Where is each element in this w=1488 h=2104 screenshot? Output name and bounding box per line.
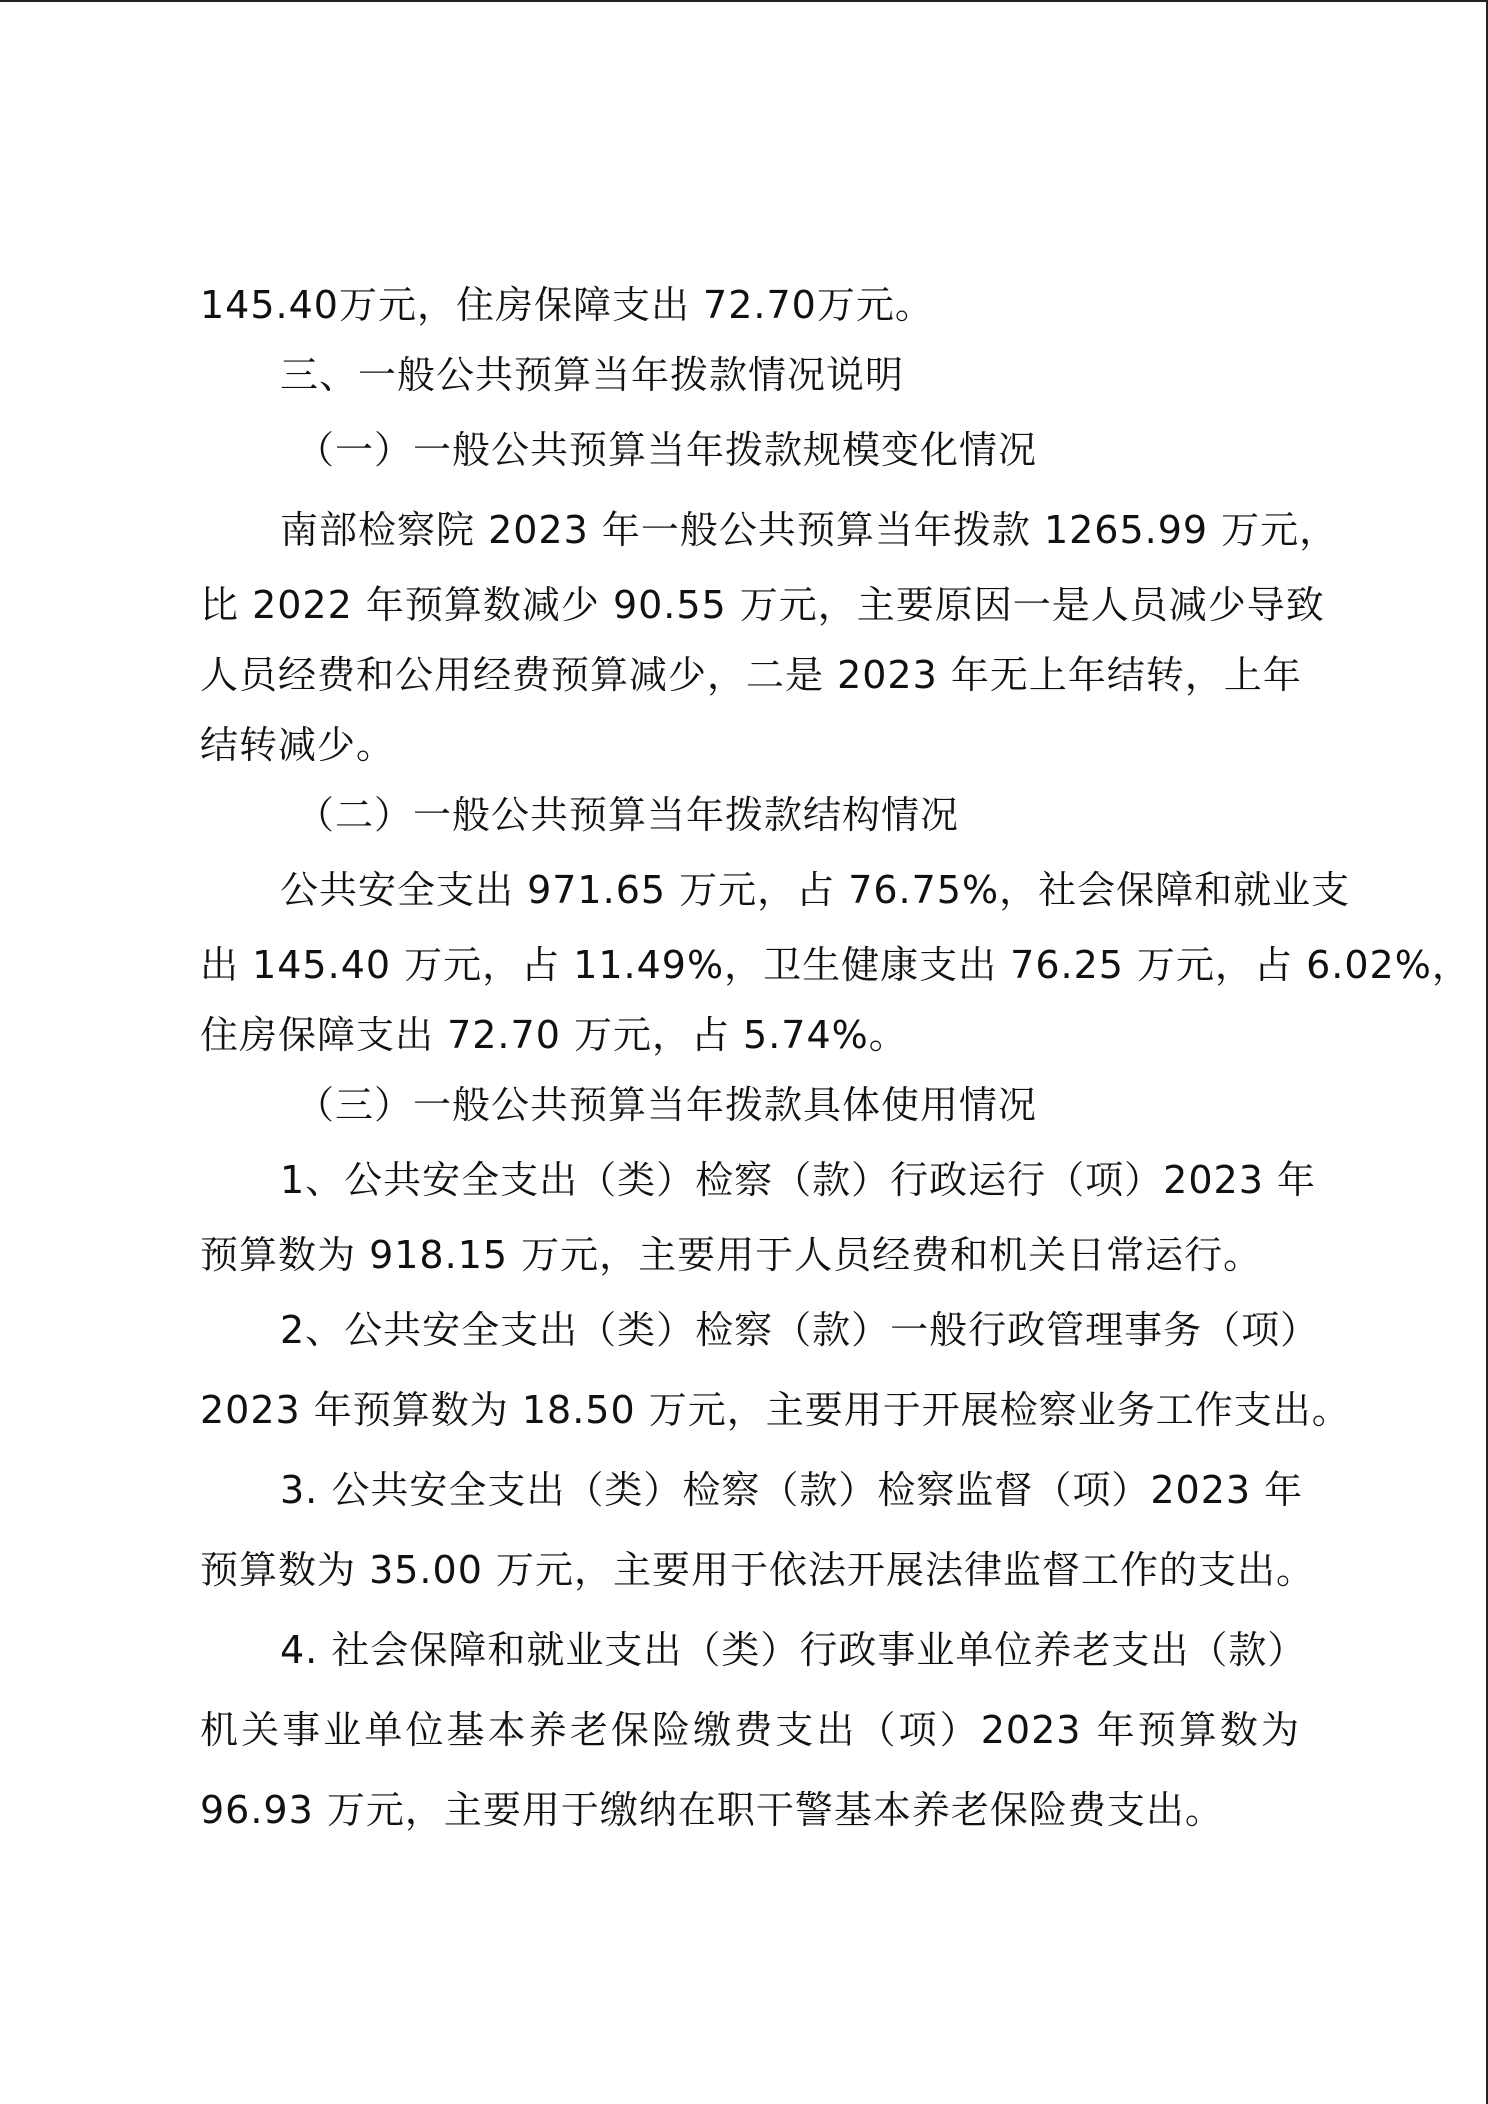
paragraph-line: 结转减少。 — [200, 723, 396, 767]
section-heading: 三、一般公共预算当年拨款情况说明 — [280, 353, 905, 397]
paragraph-line: 公共安全支出 971.65 万元，占 76.75%，社会保障和就业支 — [280, 868, 1351, 912]
paragraph-line: 住房保障支出 72.70 万元，占 5.74%。 — [200, 1013, 908, 1057]
subsection-heading: （三）一般公共预算当年拨款具体使用情况 — [296, 1083, 1038, 1127]
paragraph-line: 145.40万元，住房保障支出 72.70万元。 — [200, 283, 934, 327]
paragraph-line: 4. 社会保障和就业支出（类）行政事业单位养老支出（款） — [280, 1628, 1307, 1672]
paragraph-line: 机关事业单位基本养老保险缴费支出（项）2023 年预算数为 — [200, 1708, 1300, 1752]
subsection-heading: （一）一般公共预算当年拨款规模变化情况 — [296, 428, 1038, 472]
paragraph-line: 出 145.40 万元，占 11.49%，卫生健康支出 76.25 万元，占 6.02%， — [200, 943, 1471, 987]
paragraph-line: 人员经费和公用经费预算减少，二是 2023 年无上年结转，上年 — [200, 653, 1302, 697]
paragraph-line: 比 2022 年预算数减少 90.55 万元，主要原因一是人员减少导致 — [200, 583, 1325, 627]
document-body — [200, 270, 1471, 1850]
paragraph-line: 2023 年预算数为 18.50 万元，主要用于开展检察业务工作支出。 — [200, 1388, 1351, 1432]
paragraph-line: 南部检察院 2023 年一般公共预算当年拨款 1265.99 万元， — [280, 508, 1339, 552]
paragraph-line: 1、公共安全支出（类）检察（款）行政运行（项）2023 年 — [280, 1158, 1316, 1202]
subsection-heading: （二）一般公共预算当年拨款结构情况 — [296, 793, 960, 837]
paragraph-line: 96.93 万元，主要用于缴纳在职干警基本养老保险费支出。 — [200, 1788, 1224, 1832]
paragraph-line: 2、公共安全支出（类）检察（款）一般行政管理事务（项） — [280, 1308, 1320, 1352]
paragraph-line: 预算数为 35.00 万元，主要用于依法开展法律监督工作的支出。 — [200, 1548, 1315, 1592]
page-border-top — [0, 0, 1488, 2]
paragraph-line: 3. 公共安全支出（类）检察（款）检察监督（项）2023 年 — [280, 1468, 1304, 1512]
paragraph-line: 预算数为 918.15 万元，主要用于人员经费和机关日常运行。 — [200, 1233, 1263, 1277]
